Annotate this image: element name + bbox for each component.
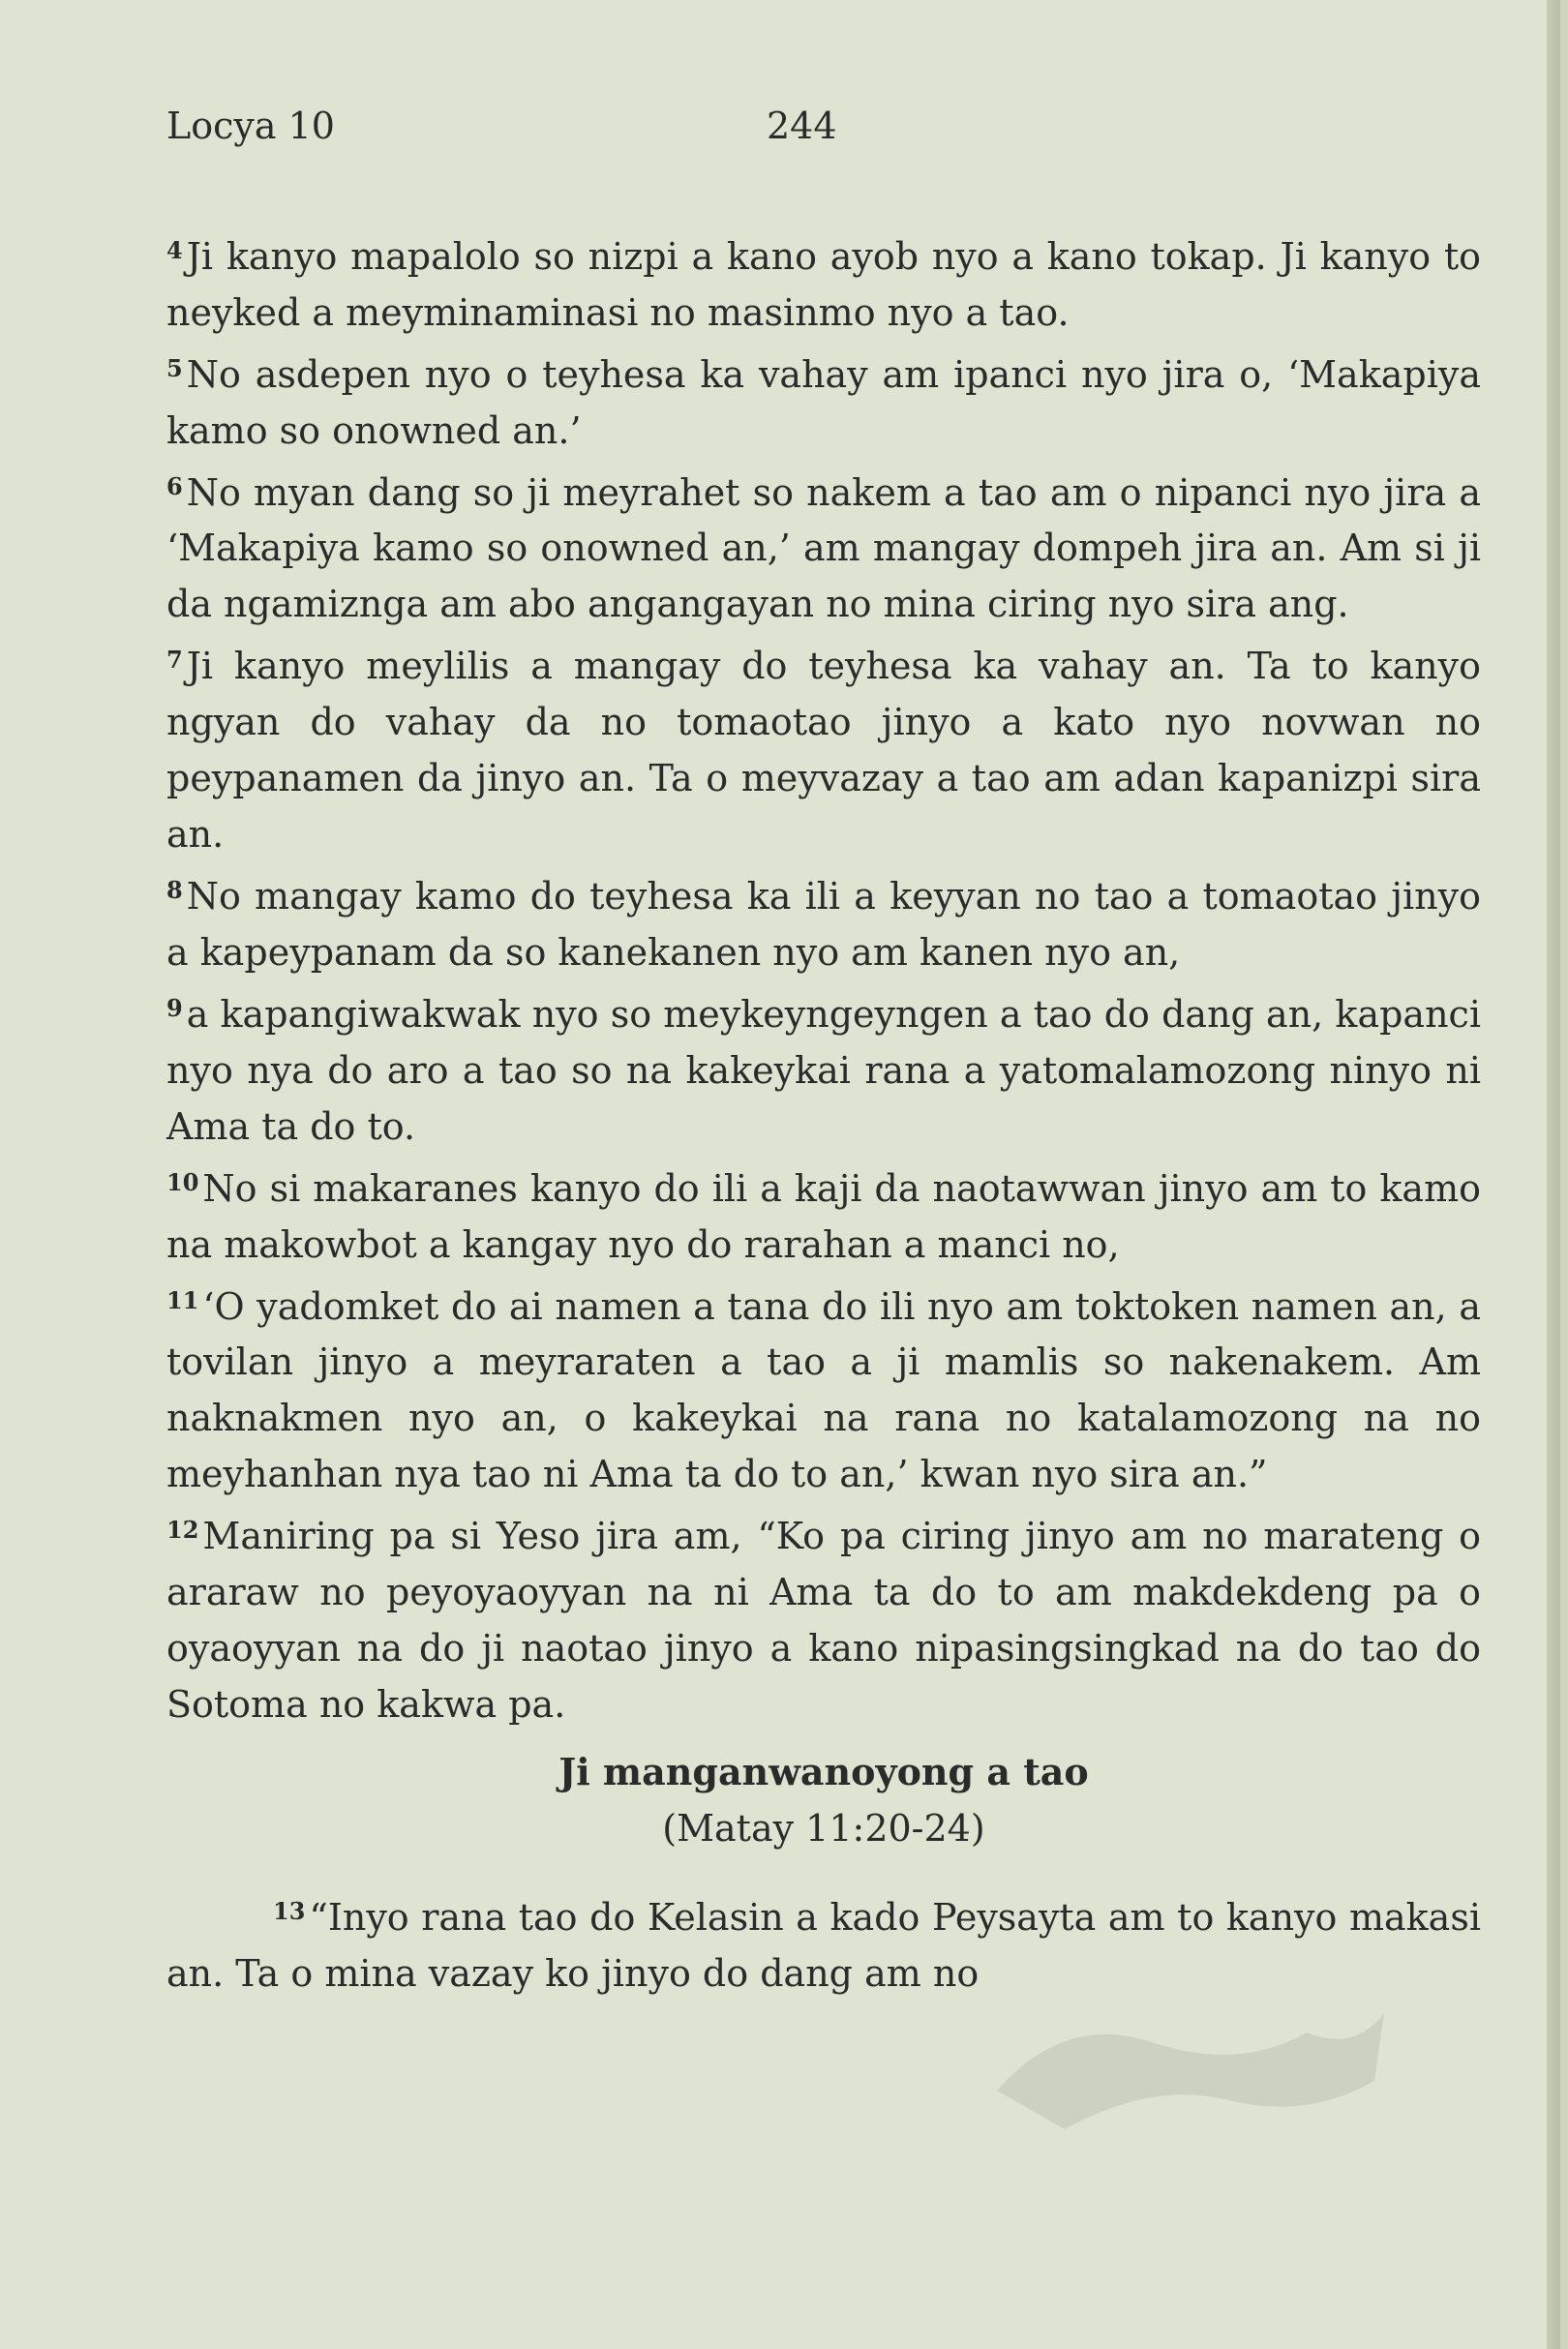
verse-text: Ji kanyo meylilis a mangay do teyhesa ka vahay an. Ta to kanyo ngyan do vahay da no tomaotao jinyo a kato nyo novwan no peypanamen da jinyo an. Ta o meyvazay a tao am adan kapanizpi sira an. bbox=[166, 645, 1481, 857]
verse-text: Ji kanyo mapalolo so nizpi a kano ayob nyo a kano tokap. Ji kanyo to neyked a meyminaminasi no masinmo nyo a tao. bbox=[166, 234, 1481, 334]
verse-text: No myan dang so ji meyrahet so nakem a tao am o nipanci nyo jira a ‘Makapiya kamo so onowned an,’ am mangay dompeh jira an. Am si ji da ngamiznga am abo angangayan no mina ciring nyo sira ang. bbox=[166, 470, 1481, 626]
verse-number: 4 bbox=[166, 236, 183, 264]
verse bbox=[166, 1155, 1481, 1273]
verse-number: 6 bbox=[166, 471, 183, 500]
section-heading: Ji manganwanoyong a tao bbox=[558, 1750, 1089, 1794]
verse bbox=[166, 341, 1481, 459]
verse bbox=[166, 459, 1481, 633]
book-chapter-reference: Locya 10 bbox=[166, 105, 335, 147]
verse-number: 13 bbox=[273, 1897, 306, 1926]
verse-number: 5 bbox=[166, 353, 183, 382]
verse-number: 9 bbox=[166, 993, 183, 1022]
verse bbox=[166, 1883, 1481, 2002]
page-number: 244 bbox=[767, 105, 837, 147]
verse-text: “Inyo rana tao do Kelasin a kado Peysayta am to kanyo makasi an. Ta o mina vazay ko jinyo do dang am no bbox=[166, 1895, 1481, 1995]
verse-number: 12 bbox=[166, 1516, 199, 1545]
verse-number: 8 bbox=[166, 876, 183, 905]
verse bbox=[166, 1502, 1481, 1732]
verse-text: No si makaranes kanyo do ili a kaji da naotawwan jinyo am to kamo na makowbot a kangay nyo do rarahan a manci no, bbox=[166, 1166, 1481, 1266]
running-header bbox=[166, 105, 1473, 153]
verse-text: No mangay kamo do teyhesa ka ili a keyyan no tao a tomaotao jinyo a kapeypanam da so kanekanen nyo am kanen nyo an, bbox=[166, 874, 1481, 974]
verse-number: 11 bbox=[166, 1285, 199, 1314]
verse-number: 7 bbox=[166, 646, 183, 675]
verse bbox=[166, 1273, 1481, 1503]
verse-text: No asdepen nyo o teyhesa ka vahay am ipanci nyo jira o, ‘Makapiya kamo so onowned an.’ bbox=[166, 352, 1481, 452]
verse bbox=[166, 862, 1481, 980]
section-cross-reference: (Matay 11:20-24) bbox=[662, 1807, 985, 1851]
verse bbox=[166, 632, 1481, 862]
page-edge-shadow bbox=[1547, 0, 1560, 2349]
verse-text: a kapangiwakwak nyo so meykeyngeyngen a tao do dang an, kapanci nyo nya do aro a tao so na kakeykai rana a yatomalamozong ninyo ni Ama ta do to. bbox=[166, 992, 1481, 1148]
scripture-text bbox=[166, 223, 1481, 2002]
verse-text: Maniring pa si Yeso jira am, “Ko pa ciring jinyo am no marateng o araraw no peyoyaoyyan na ni Ama ta do to am makdekdeng pa o oyaoyyan na do ji naotao jinyo a kano nipasingsingkad na do tao do Sotoma no kakwa pa. bbox=[166, 1515, 1481, 1727]
verse bbox=[166, 980, 1481, 1155]
verse bbox=[166, 223, 1481, 341]
verse-number: 10 bbox=[166, 1167, 199, 1196]
verse-text: ‘O yadomket do ai namen a tana do ili nyo am toktoken namen an, a tovilan jinyo a meyraraten a tao a ji mamlis so nakenakem. Am naknakmen nyo an, o kakeykai na rana no katalamozong na no meyhanhan nya tao ni Ama ta do to an,’ kwan nyo sira an.” bbox=[166, 1284, 1481, 1496]
